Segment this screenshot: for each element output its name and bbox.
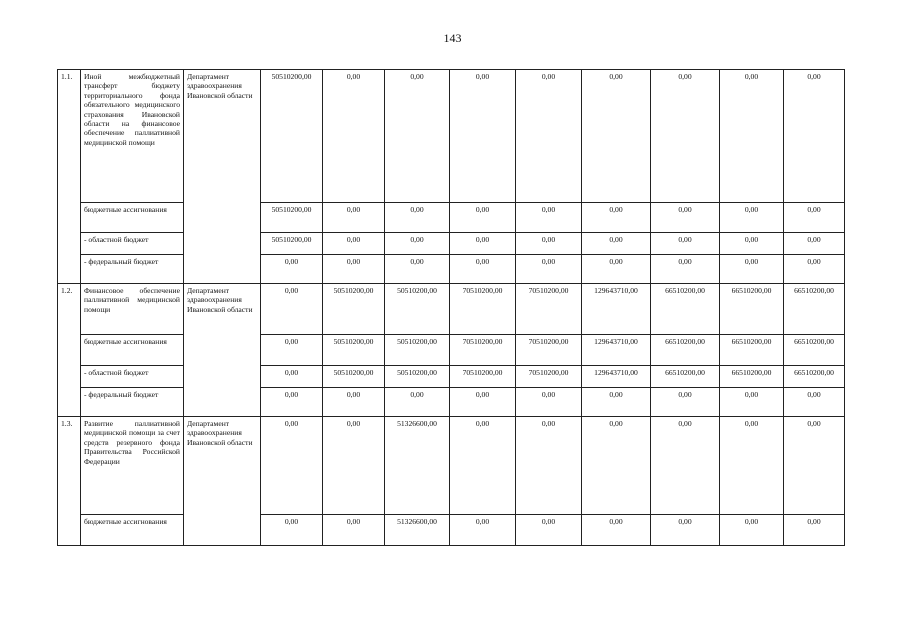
value-cell: 0,00: [261, 417, 323, 515]
measure-name: Развитие паллиативной медицинской помощи за счет средств резервного фонда Правительства Российской Федерации: [81, 417, 184, 515]
row-number: 1.2.: [58, 284, 81, 417]
value-cell: 51326600,00: [385, 417, 450, 515]
value-cell: 0,00: [720, 417, 784, 515]
row-number: 1.1.: [58, 70, 81, 284]
value-cell: 0,00: [516, 233, 582, 255]
value-cell: 50510200,00: [385, 335, 450, 366]
responsible-department: Департамент здравоохранения Ивановской области: [184, 284, 261, 417]
value-cell: 0,00: [651, 388, 720, 417]
value-cell: 0,00: [323, 70, 385, 203]
value-cell: 0,00: [784, 203, 845, 233]
value-cell: 0,00: [385, 70, 450, 203]
value-cell: 0,00: [261, 284, 323, 335]
value-cell: 0,00: [450, 70, 516, 203]
table-subrow: [58, 335, 845, 366]
value-cell: 0,00: [720, 203, 784, 233]
value-cell: 0,00: [385, 233, 450, 255]
table-subrow: [58, 388, 845, 417]
value-cell: 66510200,00: [720, 284, 784, 335]
value-cell: 70510200,00: [450, 366, 516, 388]
value-cell: 66510200,00: [651, 335, 720, 366]
value-cell: 0,00: [784, 233, 845, 255]
value-cell: 50510200,00: [323, 335, 385, 366]
funding-source-label: - областной бюджет: [81, 233, 184, 255]
value-cell: 66510200,00: [720, 335, 784, 366]
value-cell: 0,00: [516, 388, 582, 417]
value-cell: 0,00: [450, 515, 516, 546]
value-cell: 0,00: [323, 388, 385, 417]
value-cell: 51326600,00: [385, 515, 450, 546]
value-cell: 50510200,00: [261, 70, 323, 203]
table-row: [58, 70, 845, 203]
value-cell: 66510200,00: [720, 366, 784, 388]
responsible-department: Департамент здравоохранения Ивановской области: [184, 70, 261, 284]
value-cell: 0,00: [720, 255, 784, 284]
value-cell: 0,00: [582, 388, 651, 417]
value-cell: 0,00: [323, 255, 385, 284]
value-cell: 66510200,00: [784, 284, 845, 335]
funding-source-label: бюджетные ассигнования: [81, 203, 184, 233]
funding-source-label: - областной бюджет: [81, 366, 184, 388]
value-cell: 0,00: [784, 388, 845, 417]
funding-source-label: бюджетные ассигнования: [81, 335, 184, 366]
value-cell: 66510200,00: [784, 366, 845, 388]
value-cell: 70510200,00: [450, 335, 516, 366]
value-cell: 0,00: [450, 203, 516, 233]
value-cell: 0,00: [582, 233, 651, 255]
value-cell: 0,00: [651, 417, 720, 515]
value-cell: 0,00: [516, 255, 582, 284]
table-subrow: [58, 255, 845, 284]
value-cell: 0,00: [450, 233, 516, 255]
measure-name: Финансовое обеспечение паллиативной медицинской помощи: [81, 284, 184, 335]
value-cell: 50510200,00: [323, 366, 385, 388]
value-cell: 0,00: [720, 70, 784, 203]
value-cell: 0,00: [516, 417, 582, 515]
value-cell: 0,00: [784, 70, 845, 203]
budget-table-body: [58, 70, 845, 546]
row-number: 1.3.: [58, 417, 81, 546]
value-cell: 129643710,00: [582, 284, 651, 335]
value-cell: 0,00: [261, 388, 323, 417]
value-cell: 0,00: [784, 417, 845, 515]
value-cell: 70510200,00: [516, 366, 582, 388]
value-cell: 0,00: [784, 255, 845, 284]
value-cell: 70510200,00: [516, 284, 582, 335]
value-cell: 0,00: [582, 515, 651, 546]
responsible-department: Департамент здравоохранения Ивановской области: [184, 417, 261, 546]
value-cell: 0,00: [261, 515, 323, 546]
value-cell: 0,00: [651, 255, 720, 284]
value-cell: 50510200,00: [261, 203, 323, 233]
value-cell: 70510200,00: [450, 284, 516, 335]
value-cell: 0,00: [323, 515, 385, 546]
value-cell: 0,00: [784, 515, 845, 546]
value-cell: 0,00: [450, 388, 516, 417]
funding-source-label: - федеральный бюджет: [81, 388, 184, 417]
value-cell: 0,00: [720, 233, 784, 255]
value-cell: 0,00: [450, 255, 516, 284]
value-cell: 0,00: [582, 70, 651, 203]
value-cell: 0,00: [323, 417, 385, 515]
value-cell: 0,00: [323, 233, 385, 255]
value-cell: 66510200,00: [651, 366, 720, 388]
value-cell: 0,00: [651, 233, 720, 255]
table-subrow: [58, 203, 845, 233]
funding-source-label: - федеральный бюджет: [81, 255, 184, 284]
value-cell: 0,00: [385, 388, 450, 417]
value-cell: 0,00: [450, 417, 516, 515]
measure-name: Иной межбюджетный трансферт бюджету территориального фонда обязательного медицинского страхования Ивановской области на финансовое обеспечение паллиативной медицинской помощи: [81, 70, 184, 203]
page-number: 143: [443, 31, 462, 45]
funding-source-label: бюджетные ассигнования: [81, 515, 184, 546]
table-subrow: [58, 366, 845, 388]
value-cell: 66510200,00: [784, 335, 845, 366]
table-row: [58, 284, 845, 335]
value-cell: 0,00: [651, 70, 720, 203]
value-cell: 0,00: [385, 203, 450, 233]
table-subrow: [58, 233, 845, 255]
value-cell: 0,00: [323, 203, 385, 233]
value-cell: 0,00: [651, 203, 720, 233]
value-cell: 0,00: [720, 388, 784, 417]
value-cell: 129643710,00: [582, 366, 651, 388]
table-subrow: [58, 515, 845, 546]
value-cell: 70510200,00: [516, 335, 582, 366]
value-cell: 0,00: [516, 515, 582, 546]
value-cell: 0,00: [651, 515, 720, 546]
budget-table: [57, 69, 845, 546]
value-cell: 0,00: [582, 255, 651, 284]
value-cell: 0,00: [720, 515, 784, 546]
value-cell: 0,00: [582, 417, 651, 515]
value-cell: 0,00: [261, 335, 323, 366]
value-cell: 50510200,00: [385, 366, 450, 388]
value-cell: 50510200,00: [261, 233, 323, 255]
value-cell: 129643710,00: [582, 335, 651, 366]
value-cell: 50510200,00: [323, 284, 385, 335]
value-cell: 50510200,00: [385, 284, 450, 335]
value-cell: 66510200,00: [651, 284, 720, 335]
value-cell: 0,00: [385, 255, 450, 284]
value-cell: 0,00: [261, 366, 323, 388]
value-cell: 0,00: [516, 203, 582, 233]
value-cell: 0,00: [261, 255, 323, 284]
table-row: [58, 417, 845, 515]
value-cell: 0,00: [582, 203, 651, 233]
value-cell: 0,00: [516, 70, 582, 203]
